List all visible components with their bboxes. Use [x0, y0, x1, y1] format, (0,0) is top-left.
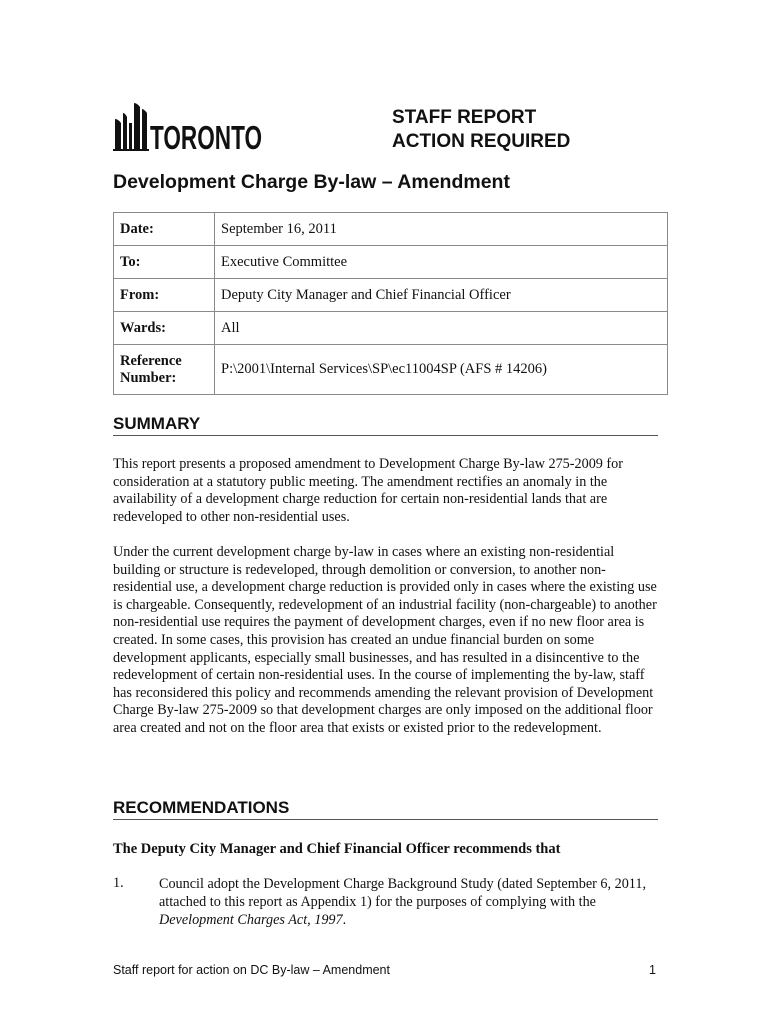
reference-label-line1: Reference [120, 352, 182, 369]
logo-wordmark: TORONTO [150, 119, 262, 156]
wards-value: All [215, 312, 668, 345]
report-title: Development Charge By-law – Amendment [113, 171, 510, 193]
recommendation-text-end: . [342, 912, 347, 928]
recommendations-heading: RECOMMENDATIONS [113, 798, 658, 820]
from-label: From: [114, 279, 215, 312]
table-row [114, 279, 668, 312]
date-value: September 16, 2011 [215, 213, 668, 246]
report-type [392, 106, 570, 154]
date-label: Date: [114, 213, 215, 246]
summary-heading: SUMMARY [113, 414, 658, 436]
page-number: 1 [649, 963, 656, 977]
reference-value: P:\2001\Internal Services\SP\ec11004SP (AFS # 14206) [215, 345, 668, 395]
table-row [114, 345, 668, 395]
summary-paragraph-2: Under the current development charge by-law in cases where an existing non-residential building or structure is redeveloped, through demolition or conversion, to another non-residential use, a development charge reduction is provided only in cases where the existing use is chargeable. Consequently, redevelopment of an industrial facility (non-chargeable) to another non-residential use requires the payment of development charges, even if no new floor area is created. In some cases, this provision has created an undue financial burden on some development applicants, especially small businesses, and has resulted in a disincentive to the redevelopment of certain non-residential uses. In the course of implementing the by-law, staff has reconsidered this policy and recommends amending the relevant provision of Development Charge By-law 275-2009 so that development charges are only imposed on the additional floor area created and not on the floor area that exists or existed prior to the redevelopment. [113, 544, 657, 736]
page-footer: Staff report for action on DC By-law – Amendment [113, 963, 390, 977]
recommendations-lead: The Deputy City Manager and Chief Financial Officer recommends that [113, 841, 561, 857]
recommendation-number: 1. [113, 875, 124, 891]
table-row [114, 246, 668, 279]
summary-paragraph-1: This report presents a proposed amendment to Development Charge By-law 275-2009 for consideration at a statutory public meeting. The amendment rectifies an anomaly in the availability of a development charge reduction for certain non-residential lands that are redeveloped to other non-residential uses. [113, 456, 623, 525]
report-type-line2: ACTION REQUIRED [392, 131, 571, 152]
reference-label [114, 345, 215, 395]
recommendation-text [159, 875, 649, 929]
reference-label-line2: Number: [120, 369, 177, 386]
wards-label: Wards: [114, 312, 215, 345]
report-info-table [113, 212, 668, 395]
recommendation-text-act: Development Charges Act, 1997 [159, 912, 343, 928]
table-row [114, 312, 668, 345]
table-row [114, 213, 668, 246]
to-label: To: [114, 246, 215, 279]
from-value: Deputy City Manager and Chief Financial Officer [215, 279, 668, 312]
recommendation-text-main: Council adopt the Development Charge Background Study (dated September 6, 2011, attached to this report as Appendix 1) for the purposes of complying with the [159, 876, 647, 910]
toronto-logo [113, 101, 265, 155]
report-type-line1: STAFF REPORT [392, 107, 537, 128]
to-value: Executive Committee [215, 246, 668, 279]
